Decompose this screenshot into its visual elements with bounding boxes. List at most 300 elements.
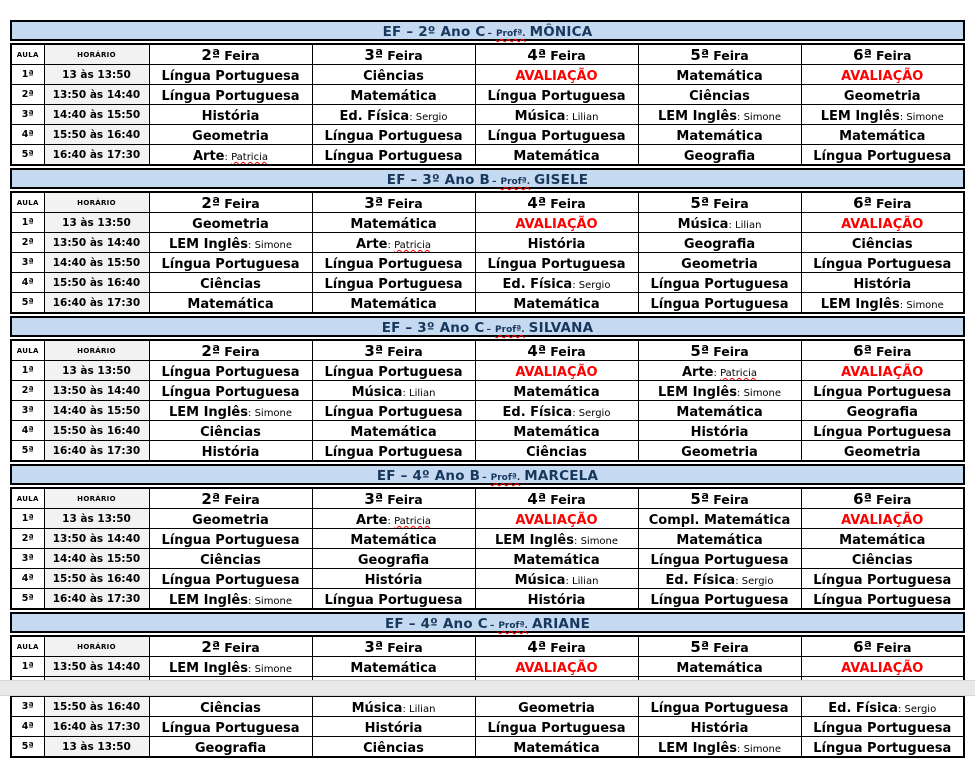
lesson-number-cell: 5ª bbox=[11, 441, 44, 462]
teacher-name: Patricia bbox=[720, 368, 757, 379]
schedule-table bbox=[10, 487, 965, 610]
subject-cell bbox=[801, 717, 964, 737]
subject-cell bbox=[312, 381, 475, 401]
day-header-cell bbox=[801, 44, 964, 65]
subject-cell bbox=[149, 421, 312, 441]
schedule-row bbox=[11, 361, 964, 381]
subject-cell bbox=[149, 105, 312, 125]
subject-cell bbox=[638, 421, 801, 441]
subject-cell bbox=[638, 233, 801, 253]
subject-cell bbox=[149, 697, 312, 717]
subject-label: Língua Portuguesa bbox=[324, 593, 463, 608]
subject-cell bbox=[638, 657, 801, 677]
schedule-row bbox=[11, 529, 964, 549]
day-number: 4ª bbox=[527, 194, 547, 212]
subject-cell bbox=[475, 273, 638, 293]
subject-cell bbox=[638, 85, 801, 105]
subject-cell bbox=[312, 105, 475, 125]
day-word: Feira bbox=[550, 196, 586, 211]
subject-cell bbox=[801, 441, 964, 462]
subject-cell bbox=[801, 697, 964, 717]
schedule-title-bar bbox=[10, 612, 965, 633]
subject-cell bbox=[312, 549, 475, 569]
day-number: 5ª bbox=[690, 194, 710, 212]
subject-label: Língua Portuguesa bbox=[813, 573, 952, 588]
time-cell: 14:40 às 15:50 bbox=[44, 105, 149, 125]
day-number: 6ª bbox=[853, 46, 872, 64]
timetable-page bbox=[10, 20, 965, 760]
subject-cell bbox=[638, 589, 801, 610]
teacher-suffix bbox=[572, 280, 610, 291]
subject-label: Matemática bbox=[513, 425, 600, 440]
subject-label: Ciências bbox=[200, 701, 261, 716]
teacher-separator: : bbox=[248, 240, 255, 251]
subject-label: Matemática bbox=[676, 69, 763, 84]
time-cell: 13 às 13:50 bbox=[44, 213, 149, 233]
teacher-suffix bbox=[737, 388, 781, 399]
subject-cell bbox=[149, 233, 312, 253]
subject-cell bbox=[801, 125, 964, 145]
teacher-suffix bbox=[248, 596, 292, 607]
day-header-cell bbox=[801, 488, 964, 509]
day-number: 6ª bbox=[853, 490, 872, 508]
subject-label: Matemática bbox=[350, 89, 437, 104]
aula-header-cell: AULA bbox=[11, 488, 44, 509]
teacher-separator: : bbox=[899, 300, 907, 311]
subject-label: Geometria bbox=[843, 445, 921, 460]
subject-label: Ciências bbox=[851, 237, 913, 252]
teacher-name: Simone bbox=[580, 536, 619, 547]
subject-cell bbox=[638, 65, 801, 85]
teacher-separator: : bbox=[409, 112, 416, 123]
subject-cell bbox=[638, 569, 801, 589]
teacher-suffix bbox=[225, 152, 269, 163]
schedule-title-bar bbox=[10, 20, 965, 41]
teacher-separator: : bbox=[387, 516, 395, 527]
day-header-cell bbox=[312, 192, 475, 213]
subject-cell bbox=[638, 401, 801, 421]
schedule-row bbox=[11, 233, 964, 253]
subject-label: Língua Portuguesa bbox=[487, 129, 626, 144]
subject-cell bbox=[312, 509, 475, 529]
title-dash: – bbox=[492, 177, 497, 187]
teacher-suffix bbox=[402, 704, 435, 715]
subject-cell bbox=[475, 213, 638, 233]
subject-label: Ciências bbox=[363, 69, 424, 84]
teacher-name: Simone bbox=[906, 300, 944, 311]
subject-cell bbox=[475, 569, 638, 589]
subject-label: Matemática bbox=[513, 741, 600, 756]
schedule-row bbox=[11, 509, 964, 529]
teacher-title-label: Profª. bbox=[495, 325, 525, 335]
lesson-number-cell: 2ª bbox=[11, 85, 44, 105]
subject-label: Música bbox=[514, 573, 566, 588]
subject-label: Língua Portuguesa bbox=[813, 593, 952, 608]
subject-cell bbox=[149, 737, 312, 758]
class-group-label: EF – 4º Ano C bbox=[384, 616, 488, 632]
teacher-separator: : bbox=[224, 152, 232, 163]
teacher-name: Simone bbox=[743, 112, 782, 123]
teacher-suffix bbox=[735, 576, 773, 587]
day-header-cell bbox=[312, 340, 475, 361]
subject-cell bbox=[475, 105, 638, 125]
subject-cell bbox=[149, 85, 312, 105]
subject-label: Língua Portuguesa bbox=[650, 701, 789, 716]
subject-label: Matemática bbox=[350, 425, 437, 440]
subject-label: Língua Portuguesa bbox=[161, 257, 300, 272]
schedule-row bbox=[11, 85, 964, 105]
day-header-cell bbox=[149, 44, 312, 65]
day-word: Feira bbox=[713, 344, 749, 359]
subject-cell bbox=[312, 401, 475, 421]
exam-label: AVALIAÇÃO bbox=[515, 365, 598, 380]
teacher-name: Patricia bbox=[394, 240, 431, 251]
day-header-cell bbox=[475, 192, 638, 213]
subject-cell bbox=[475, 697, 638, 717]
schedule-title-bar bbox=[10, 316, 965, 337]
schedule-row bbox=[11, 569, 964, 589]
subject-cell bbox=[475, 737, 638, 758]
schedule-row bbox=[11, 697, 964, 717]
subject-cell bbox=[801, 213, 964, 233]
horizontal-scrollbar[interactable] bbox=[0, 680, 975, 696]
teacher-title-label: Profª. bbox=[500, 177, 531, 187]
teacher-name-label: GISELE bbox=[534, 172, 589, 188]
time-cell: 13:50 às 14:40 bbox=[44, 657, 149, 677]
day-header-cell bbox=[638, 488, 801, 509]
subject-cell bbox=[312, 293, 475, 314]
subject-label: História bbox=[690, 425, 749, 440]
teacher-suffix bbox=[565, 576, 598, 587]
lesson-number-cell: 1ª bbox=[11, 361, 44, 381]
lesson-number-cell: 2ª bbox=[11, 529, 44, 549]
subject-label: Ciências bbox=[200, 277, 261, 292]
time-cell: 15:50 às 16:40 bbox=[44, 273, 149, 293]
day-header-cell bbox=[638, 340, 801, 361]
schedule-block bbox=[10, 316, 965, 462]
exam-label: AVALIAÇÃO bbox=[841, 513, 924, 528]
schedule-row bbox=[11, 657, 964, 677]
subject-label: LEM Inglês bbox=[657, 741, 737, 756]
subject-cell bbox=[801, 273, 964, 293]
subject-label: Matemática bbox=[513, 385, 600, 400]
day-header-cell bbox=[801, 636, 964, 657]
subject-cell bbox=[149, 549, 312, 569]
subject-cell bbox=[638, 509, 801, 529]
schedules-container bbox=[10, 20, 965, 758]
day-word: Feira bbox=[713, 492, 749, 507]
subject-cell bbox=[312, 529, 475, 549]
teacher-separator: : bbox=[737, 112, 744, 123]
subject-label: LEM Inglês bbox=[168, 593, 248, 608]
lesson-number-cell: 5ª bbox=[11, 145, 44, 166]
day-word: Feira bbox=[876, 196, 912, 211]
time-cell: 13 às 13:50 bbox=[44, 509, 149, 529]
day-header-cell bbox=[638, 636, 801, 657]
subject-cell bbox=[149, 125, 312, 145]
subject-cell bbox=[312, 697, 475, 717]
subject-label: Geometria bbox=[192, 129, 269, 144]
aula-header-cell: AULA bbox=[11, 636, 44, 657]
lesson-number-cell: 4ª bbox=[11, 273, 44, 293]
subject-cell bbox=[638, 145, 801, 166]
class-group-label: EF – 3º Ano B bbox=[386, 172, 490, 188]
day-number: 2ª bbox=[201, 194, 221, 212]
teacher-suffix bbox=[898, 704, 936, 715]
time-cell: 14:40 às 15:50 bbox=[44, 549, 149, 569]
horario-header-cell: HORÁRIO bbox=[44, 488, 149, 509]
day-header-cell bbox=[475, 44, 638, 65]
subject-cell bbox=[475, 125, 638, 145]
subject-cell bbox=[475, 253, 638, 273]
subject-cell bbox=[638, 529, 801, 549]
teacher-separator: : bbox=[737, 744, 744, 755]
subject-label: Arte bbox=[192, 149, 225, 164]
day-word: Feira bbox=[387, 640, 423, 655]
horario-header-cell: HORÁRIO bbox=[44, 44, 149, 65]
subject-cell bbox=[149, 529, 312, 549]
subject-label: História bbox=[364, 721, 423, 736]
subject-cell bbox=[801, 401, 964, 421]
day-word: Feira bbox=[876, 492, 912, 507]
subject-label: LEM Inglês bbox=[820, 109, 900, 124]
exam-label: AVALIAÇÃO bbox=[841, 69, 924, 84]
subject-cell bbox=[475, 441, 638, 462]
subject-label: Língua Portuguesa bbox=[161, 69, 300, 84]
day-word: Feira bbox=[713, 196, 749, 211]
schedule-row bbox=[11, 737, 964, 758]
lesson-number-cell: 3ª bbox=[11, 105, 44, 125]
subject-cell bbox=[638, 125, 801, 145]
subject-cell bbox=[801, 233, 964, 253]
subject-cell bbox=[312, 65, 475, 85]
subject-label: Língua Portuguesa bbox=[650, 593, 789, 608]
subject-cell bbox=[312, 589, 475, 610]
schedule-row bbox=[11, 421, 964, 441]
subject-cell bbox=[149, 509, 312, 529]
teacher-name: Simone bbox=[254, 408, 293, 419]
teacher-separator: : bbox=[713, 368, 721, 379]
subject-cell bbox=[801, 421, 964, 441]
time-cell: 15:50 às 16:40 bbox=[44, 125, 149, 145]
day-number: 5ª bbox=[690, 490, 710, 508]
schedule-row bbox=[11, 441, 964, 462]
day-number: 3ª bbox=[364, 490, 384, 508]
subject-label: Arte bbox=[355, 237, 388, 252]
subject-label: História bbox=[201, 109, 260, 124]
teacher-suffix bbox=[248, 240, 292, 251]
day-number: 2ª bbox=[201, 342, 221, 360]
subject-cell bbox=[475, 85, 638, 105]
lesson-number-cell: 3ª bbox=[11, 697, 44, 717]
time-cell: 16:40 às 17:30 bbox=[44, 293, 149, 314]
subject-label: Geometria bbox=[518, 701, 595, 716]
subject-label: Geometria bbox=[843, 89, 921, 104]
subject-cell bbox=[638, 253, 801, 273]
subject-label: Geografia bbox=[194, 741, 267, 756]
lesson-number-cell: 4ª bbox=[11, 569, 44, 589]
subject-label: Língua Portuguesa bbox=[487, 257, 626, 272]
subject-label: História bbox=[201, 445, 260, 460]
aula-header-cell: AULA bbox=[11, 192, 44, 213]
day-word: Feira bbox=[387, 492, 423, 507]
subject-cell bbox=[801, 549, 964, 569]
subject-label: Música bbox=[677, 217, 729, 232]
teacher-suffix bbox=[565, 112, 598, 123]
subject-label: Geografia bbox=[846, 405, 918, 420]
teacher-name: Lilian bbox=[409, 388, 436, 399]
day-number: 2ª bbox=[201, 490, 221, 508]
day-header-cell bbox=[801, 340, 964, 361]
subject-cell bbox=[638, 273, 801, 293]
subject-label: Língua Portuguesa bbox=[161, 573, 300, 588]
lesson-number-cell: 1ª bbox=[11, 213, 44, 233]
horario-header-cell: HORÁRIO bbox=[44, 636, 149, 657]
subject-label: Geografia bbox=[683, 149, 756, 164]
subject-label: Ed. Física bbox=[502, 405, 573, 420]
time-cell: 16:40 às 17:30 bbox=[44, 589, 149, 610]
day-header-cell bbox=[149, 192, 312, 213]
time-cell: 16:40 às 17:30 bbox=[44, 717, 149, 737]
teacher-suffix bbox=[900, 112, 944, 123]
subject-label: Música bbox=[351, 385, 403, 400]
teacher-name: Simone bbox=[254, 664, 293, 675]
subject-cell bbox=[801, 569, 964, 589]
subject-label: Ciências bbox=[526, 445, 587, 460]
schedule-row bbox=[11, 125, 964, 145]
exam-label: AVALIAÇÃO bbox=[515, 513, 598, 528]
schedule-row bbox=[11, 253, 964, 273]
subject-cell bbox=[475, 361, 638, 381]
day-word: Feira bbox=[876, 48, 912, 63]
subject-label: LEM Inglês bbox=[657, 109, 737, 124]
teacher-name: Simone bbox=[254, 596, 293, 607]
day-word: Feira bbox=[876, 640, 912, 655]
day-word: Feira bbox=[224, 196, 260, 211]
subject-label: Matemática bbox=[513, 553, 600, 568]
subject-label: Língua Portuguesa bbox=[161, 89, 300, 104]
subject-cell bbox=[638, 737, 801, 758]
subject-label: Língua Portuguesa bbox=[324, 149, 463, 164]
subject-cell bbox=[475, 233, 638, 253]
teacher-suffix bbox=[714, 368, 758, 379]
aula-header-cell: AULA bbox=[11, 44, 44, 65]
subject-label: História bbox=[527, 237, 586, 252]
subject-cell bbox=[801, 737, 964, 758]
subject-cell bbox=[149, 253, 312, 273]
exam-label: AVALIAÇÃO bbox=[515, 661, 598, 676]
exam-label: AVALIAÇÃO bbox=[515, 69, 598, 84]
subject-label: Língua Portuguesa bbox=[161, 533, 300, 548]
subject-cell bbox=[149, 717, 312, 737]
subject-label: Língua Portuguesa bbox=[813, 721, 952, 736]
schedule-row bbox=[11, 401, 964, 421]
day-number: 4ª bbox=[527, 638, 547, 656]
time-cell: 15:50 às 16:40 bbox=[44, 421, 149, 441]
lesson-number-cell: 2ª bbox=[11, 381, 44, 401]
subject-cell bbox=[638, 717, 801, 737]
teacher-separator: : bbox=[899, 112, 907, 123]
subject-cell bbox=[801, 509, 964, 529]
horario-header-cell: HORÁRIO bbox=[44, 340, 149, 361]
title-dash: – bbox=[486, 325, 492, 335]
day-number: 4ª bbox=[527, 490, 547, 508]
teacher-title-label: Profª. bbox=[490, 473, 521, 483]
teacher-suffix bbox=[572, 408, 610, 419]
teacher-title-label: Profª. bbox=[495, 29, 526, 39]
teacher-name: Sergio bbox=[578, 280, 611, 291]
day-word: Feira bbox=[550, 48, 586, 63]
subject-label: Matemática bbox=[350, 297, 437, 312]
schedule-row bbox=[11, 105, 964, 125]
subject-cell bbox=[149, 361, 312, 381]
day-number: 2ª bbox=[201, 638, 221, 656]
subject-cell bbox=[312, 125, 475, 145]
schedule-row bbox=[11, 381, 964, 401]
day-word: Feira bbox=[550, 640, 586, 655]
aula-header-cell: AULA bbox=[11, 340, 44, 361]
schedule-block bbox=[10, 168, 965, 314]
day-word: Feira bbox=[224, 640, 260, 655]
subject-cell bbox=[801, 85, 964, 105]
time-cell: 13:50 às 14:40 bbox=[44, 381, 149, 401]
subject-label: Música bbox=[514, 109, 566, 124]
subject-cell bbox=[312, 421, 475, 441]
teacher-name: Sergio bbox=[904, 704, 937, 715]
teacher-name: Simone bbox=[254, 240, 293, 251]
teacher-name: Simone bbox=[906, 112, 944, 123]
teacher-separator: : bbox=[897, 704, 905, 715]
subject-cell bbox=[801, 145, 964, 166]
day-number: 3ª bbox=[364, 342, 384, 360]
lesson-number-cell: 5ª bbox=[11, 293, 44, 314]
schedule-title-bar bbox=[10, 464, 965, 485]
subject-label: Ciências bbox=[200, 553, 261, 568]
teacher-suffix bbox=[737, 744, 781, 755]
subject-cell bbox=[149, 145, 312, 166]
subject-label: Arte bbox=[681, 365, 714, 380]
subject-cell bbox=[638, 697, 801, 717]
day-number: 5ª bbox=[690, 342, 710, 360]
schedule-title-bar bbox=[10, 168, 965, 189]
subject-cell bbox=[312, 253, 475, 273]
subject-label: Língua Portuguesa bbox=[650, 553, 789, 568]
schedule-row bbox=[11, 293, 964, 314]
teacher-name: Patricia bbox=[231, 152, 268, 163]
subject-label: LEM Inglês bbox=[168, 661, 248, 676]
header-row bbox=[11, 340, 964, 361]
title-dash: – bbox=[482, 473, 487, 483]
subject-label: Língua Portuguesa bbox=[487, 721, 626, 736]
schedule-row bbox=[11, 145, 964, 166]
teacher-suffix bbox=[388, 516, 432, 527]
subject-cell bbox=[149, 441, 312, 462]
subject-cell bbox=[475, 657, 638, 677]
teacher-name-label: ARIANE bbox=[531, 616, 591, 632]
subject-cell bbox=[149, 213, 312, 233]
subject-cell bbox=[801, 65, 964, 85]
time-cell: 13:50 às 14:40 bbox=[44, 529, 149, 549]
teacher-name: Lilian bbox=[572, 576, 599, 587]
teacher-suffix bbox=[737, 112, 781, 123]
subject-label: Arte bbox=[355, 513, 388, 528]
exam-label: AVALIAÇÃO bbox=[841, 365, 924, 380]
header-row bbox=[11, 488, 964, 509]
exam-label: AVALIAÇÃO bbox=[841, 661, 924, 676]
time-cell: 13:50 às 14:40 bbox=[44, 85, 149, 105]
lesson-number-cell: 3ª bbox=[11, 401, 44, 421]
header-row bbox=[11, 636, 964, 657]
